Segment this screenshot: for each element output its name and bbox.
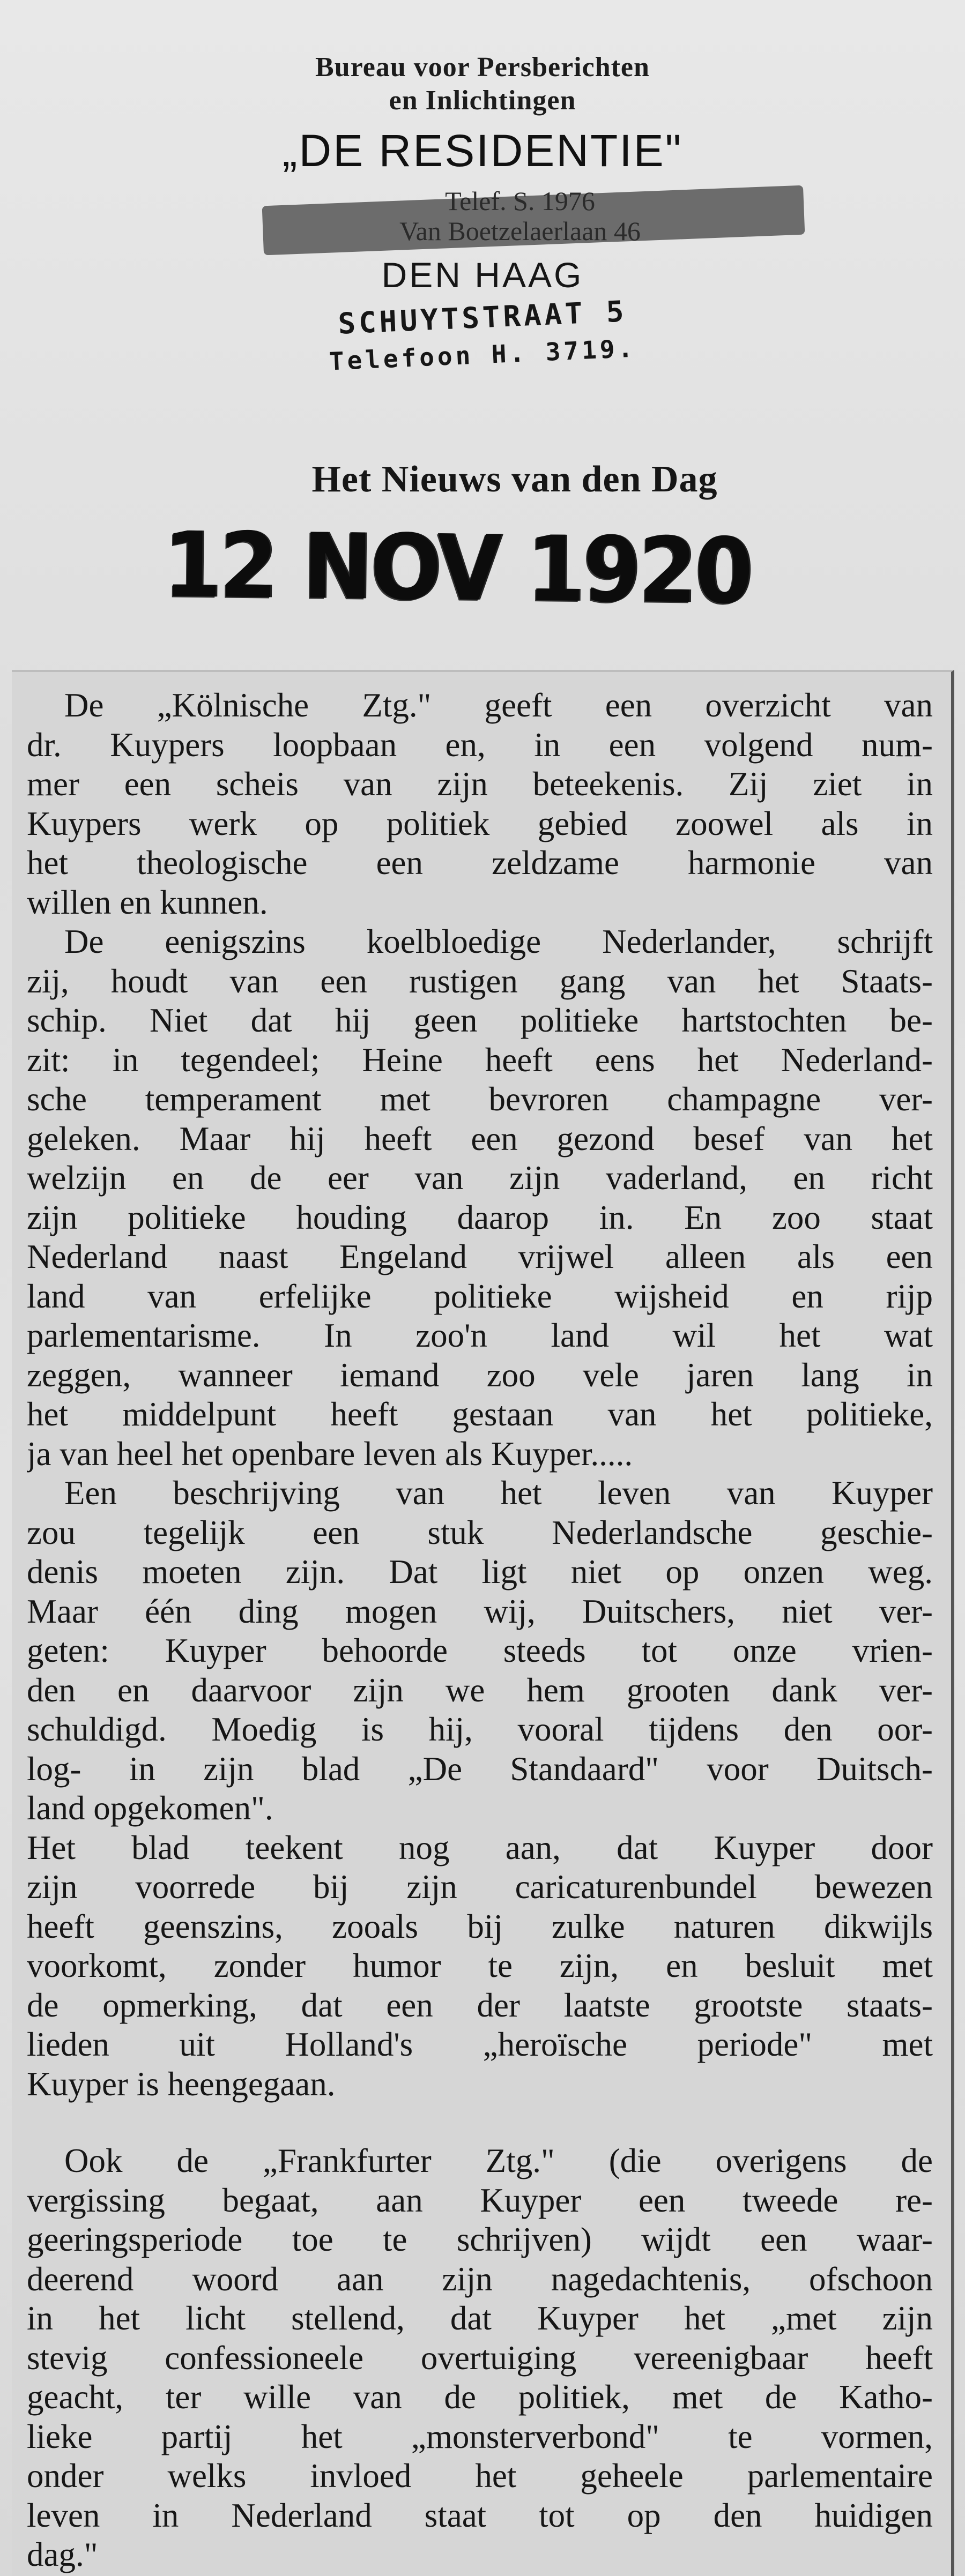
article-line: het theologische een zeldzame harmonie van: [27, 844, 933, 882]
section-title: Het Nieuws van den Dag: [311, 459, 718, 500]
article-line: Kuyper is heengegaan.: [27, 2065, 336, 2103]
article-line: schip. Niet dat hij geen politieke hartstochten be-: [27, 1002, 933, 1039]
stamp-address: SCHUYTSTRAAT 5: [337, 294, 628, 341]
article-line: log- in zijn blad „De Standaard" voor Duitsch-: [27, 1750, 933, 1788]
article-line: den en daarvoor zijn we hem grooten dank ver-: [27, 1671, 933, 1709]
article-line: voorkomt, zonder humor te zijn, en besluit met: [27, 1947, 933, 1984]
article-line: Het blad teekent nog aan, dat Kuyper door: [27, 1828, 933, 1866]
article-line: deerend woord aan zijn nagedachtenis, ofschoon: [27, 2260, 933, 2298]
article-line: zijn politieke houding daarop in. En zoo staat: [27, 1198, 933, 1236]
article-line: leven in Nederland staat tot op den huidigen: [27, 2496, 933, 2534]
article-line: onder welks invloed het geheele parlementaire: [27, 2457, 933, 2495]
article-line: zij, houdt van een rustigen gang van het Staats-: [27, 962, 933, 1000]
article-line: parlementarisme. In zoo'n land wil het wat: [27, 1317, 933, 1354]
article-line: land van erfelijke politieke wijsheid en rijp: [27, 1277, 933, 1315]
article-line: dr. Kuypers loopbaan en, in een volgend num-: [27, 726, 933, 764]
article-paragraph: [27, 686, 933, 922]
article-line: Maar één ding mogen wij, Duitschers, niet ver-: [27, 1592, 933, 1630]
article-paragraph: [27, 2141, 933, 2575]
article-line: vergissing begaat, aan Kuyper een tweede re-: [27, 2181, 933, 2219]
article-line: geten: Kuyper behoorde steeds tot onze vrien-: [27, 1632, 933, 1669]
article-line: ja van heel het openbare leven als Kuyper.....: [27, 1435, 633, 1473]
article-line: stevig confessioneele overtuiging vereenigbaar heeft: [27, 2339, 933, 2377]
article-line: denis moeten zijn. Dat ligt niet op onzen weg.: [27, 1553, 933, 1591]
press-bureau-stamp: [214, 51, 751, 376]
stamp-org-name: „DE RESIDENTIE": [282, 125, 683, 176]
article-line: zou tegelijk een stuk Nederlandsche geschie-: [27, 1513, 933, 1551]
stamp-org-line-2: en Inlichtingen: [389, 85, 576, 116]
paragraph-gap: [27, 2104, 933, 2141]
stamp-phone: Telefoon H. 3719.: [328, 333, 637, 376]
article-line: De eenigszins koelbloedige Nederlander, schrijft: [64, 923, 933, 960]
article-line: in het licht stellend, dat Kuyper het „met zijn: [27, 2299, 933, 2337]
article-line: land opgekomen".: [27, 1789, 273, 1827]
article-line: Kuypers werk op politiek gebied zoowel als in: [27, 804, 933, 842]
article-line: geacht, ter wille van de politiek, met de Katho-: [27, 2378, 933, 2416]
article-line: sche temperament met bevroren champagne ver-: [27, 1080, 933, 1118]
article-line: dag.": [27, 2536, 98, 2573]
stamp-city: DEN HAAG: [381, 255, 584, 295]
date-stamp: 12 NOV 1920: [163, 512, 752, 624]
article-line: de opmerking, dat een der laatste grootste staats-: [27, 1986, 933, 2024]
article-line: lieke partij het „monsterverbond" te vormen,: [27, 2417, 933, 2455]
article-line: heeft geenszins, zooals bij zulke naturen dikwijls: [27, 1907, 933, 1945]
struck-old-street: Van Boetzelaerlaan 46: [399, 216, 641, 246]
stamp-org-line-1: Bureau voor Persberichten: [315, 52, 650, 83]
article-line: schuldigd. Moedig is hij, vooral tijdens den oor-: [27, 1711, 933, 1748]
article-line: geleken. Maar hij heeft een gezond besef van het: [27, 1119, 933, 1158]
article-line: Een beschrijving van het leven van Kuyper: [64, 1474, 933, 1512]
article-paragraph: [27, 1828, 933, 2104]
struck-out-old-address: [214, 185, 777, 255]
article-line: zeggen, wanneer iemand zoo vele jaren lang in: [27, 1356, 933, 1394]
article-line: Nederland naast Engeland vrijwel alleen als een: [27, 1238, 933, 1275]
article-line: het middelpunt heeft gestaan van het politieke,: [27, 1395, 933, 1433]
article-line: geeringsperiode toe te schrijven) wijdt een waar-: [27, 2221, 933, 2258]
article-line: De „Kölnische Ztg." geeft een overzicht van: [64, 686, 933, 724]
struck-old-phone: Telef. S. 1976: [445, 186, 595, 216]
article-line: willen en kunnen.: [27, 883, 268, 921]
article-line: zit: in tegendeel; Heine heeft eens het Nederland-: [27, 1041, 933, 1079]
newspaper-clipping: [12, 670, 954, 2576]
article-line: welzijn en de eer van zijn vaderland, en richt: [27, 1159, 933, 1197]
article-line: mer een scheis van zijn beteekenis. Zij ziet in: [27, 765, 933, 803]
article-line: lieden uit Holland's „heroïsche periode" met: [27, 2026, 933, 2063]
article-paragraph: [27, 1474, 933, 1828]
article-line: zijn voorrede bij zijn caricaturenbundel bewezen: [27, 1868, 933, 1906]
article-paragraph: [27, 922, 933, 1474]
article-line: Ook de „Frankfurter Ztg." (die overigens de: [64, 2142, 933, 2179]
